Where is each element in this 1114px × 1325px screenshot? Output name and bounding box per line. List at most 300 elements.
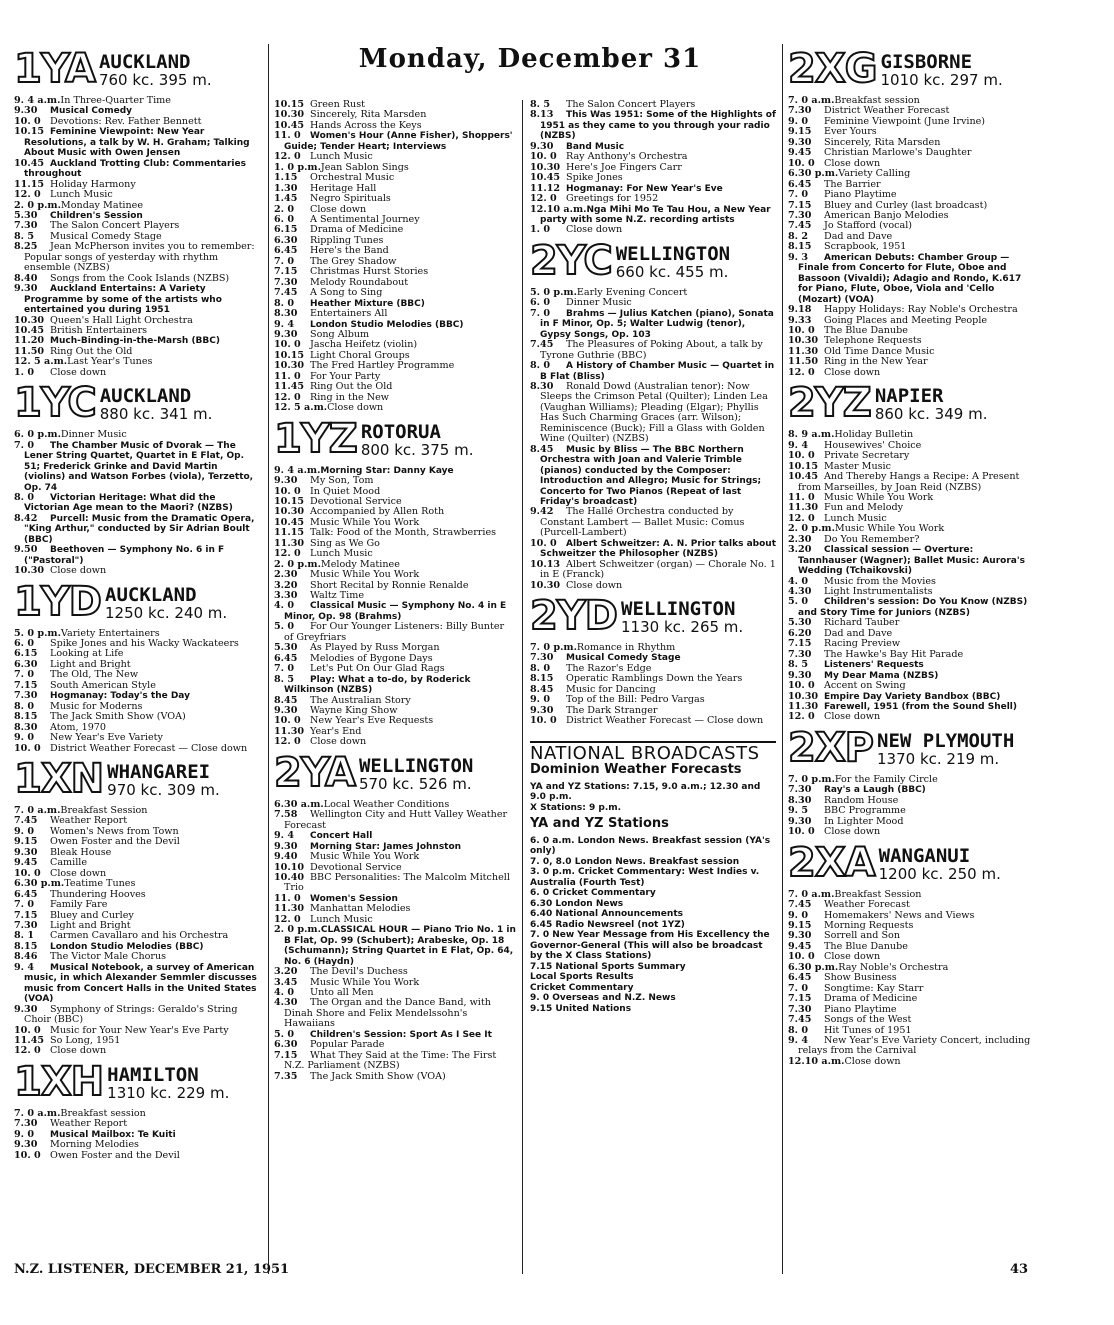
station-frequency: 1010 kc. 297 m. bbox=[880, 71, 1003, 89]
programme-time: 12. 5 a.m. bbox=[274, 402, 328, 414]
programme-item bbox=[14, 493, 260, 514]
programme-time: 7.45 bbox=[788, 1014, 812, 1026]
programme-title: The Jack Smith Show (VOA) bbox=[310, 1070, 446, 1082]
programme-title: Telephone Requests bbox=[824, 335, 922, 347]
station-callsign: 1YD bbox=[14, 578, 101, 625]
programme-title: Hogmanay: For New Year's Eve bbox=[566, 183, 723, 194]
programme-title: Listeners' Requests bbox=[824, 660, 924, 671]
programme-title: Scrapbook, 1951 bbox=[824, 241, 907, 253]
programme-item bbox=[274, 831, 516, 841]
programme-title: Nga Mihi Mo Te Tau Hou, a New Year party with some N.Z. recording artists bbox=[540, 204, 771, 225]
station-callsign: 1YC bbox=[14, 380, 96, 427]
programme-title: Wayne King Show bbox=[310, 705, 398, 717]
programme-time: 10.30 bbox=[788, 335, 819, 347]
station-callsign: 2XG bbox=[788, 46, 877, 92]
programme-title: The Razor's Edge bbox=[566, 662, 652, 674]
programme-title: Morning Star: Danny Kaye bbox=[320, 465, 454, 476]
programme-title: Atom, 1970 bbox=[50, 721, 107, 733]
programme-title: Variety Calling bbox=[838, 168, 911, 180]
programme-time: 9. 4 a.m. bbox=[274, 464, 321, 476]
programme-title: In Three-Quarter Time bbox=[60, 95, 171, 106]
national-line: 6.40 National Announcements bbox=[530, 909, 683, 920]
programme-title: Close down bbox=[824, 711, 881, 723]
programme-title: Light and Bright bbox=[50, 658, 131, 670]
programme-item bbox=[788, 472, 1034, 493]
station-info bbox=[107, 1063, 230, 1102]
programme-item bbox=[274, 403, 516, 413]
programme-title: Piano Playtime bbox=[824, 1003, 897, 1015]
programme-time: 7.30 bbox=[788, 105, 812, 117]
programme-time: 9.18 bbox=[788, 304, 812, 316]
programme-time: 9. 4 bbox=[788, 439, 809, 451]
station-frequency: 1200 kc. 250 m. bbox=[878, 864, 1001, 883]
column-rule bbox=[782, 44, 783, 1274]
programme-title: Hogmanay: Today's the Day bbox=[50, 691, 190, 702]
programme-time: 8.45 bbox=[274, 694, 298, 706]
programme-time: 1. 0 p.m. bbox=[274, 161, 321, 173]
programme-time: 6.30 bbox=[274, 1039, 298, 1051]
programme-title: Close down bbox=[844, 1055, 901, 1067]
programme-time: 6.20 bbox=[788, 627, 812, 639]
programme-title: District Weather Forecast — Close down bbox=[566, 715, 764, 727]
programme-title: Women's News from Town bbox=[50, 825, 179, 837]
programme-item bbox=[788, 597, 1034, 618]
programme-item bbox=[14, 952, 260, 962]
column-4 bbox=[788, 44, 1034, 1067]
programme-title: Do You Remember? bbox=[824, 533, 920, 545]
programme-time: 7.30 bbox=[788, 1003, 812, 1015]
programme-time: 8.40 bbox=[14, 272, 38, 284]
programme-time: 2.30 bbox=[274, 569, 298, 581]
programme-item bbox=[530, 205, 776, 226]
programme-time: 2.30 bbox=[788, 533, 812, 545]
programme-title: Entertainers All bbox=[310, 308, 388, 320]
programme-title: Going Places and Meeting People bbox=[824, 314, 988, 326]
column-1 bbox=[14, 44, 260, 1161]
programme-title: Symphony of Strings: Geraldo's String Choir (BBC) bbox=[24, 1003, 238, 1026]
programme-item bbox=[788, 1057, 1034, 1067]
programme-time: 7.30 bbox=[788, 784, 812, 796]
programme-time: 6.30 p.m. bbox=[788, 961, 839, 973]
programme-time: 9. 4 bbox=[14, 961, 35, 973]
national-line: 7.15 National Sports Summary bbox=[530, 961, 686, 972]
programme-title: Holiday Bulletin bbox=[834, 429, 914, 441]
programme-title: American Banjo Melodies bbox=[824, 209, 949, 221]
programme-title: The Grey Shadow bbox=[310, 255, 397, 267]
programme-title: Music While You Work bbox=[310, 516, 420, 528]
station-city: WELLINGTON bbox=[615, 242, 731, 265]
programme-title: Unto all Men bbox=[310, 986, 374, 998]
national-broadcasts-title: NATIONAL BROADCASTS bbox=[530, 741, 776, 759]
programme-title: Morning Melodies bbox=[50, 1139, 139, 1151]
programme-title: Close down bbox=[50, 366, 107, 378]
programme-title: Breakfast session bbox=[834, 95, 920, 106]
programme-title: Owen Foster and the Devil bbox=[50, 836, 180, 848]
programme-title: The Barrier bbox=[824, 178, 881, 190]
programme-title: Songs of the West bbox=[824, 1014, 912, 1026]
programme-title: Piano Playtime bbox=[824, 189, 897, 201]
programme-item bbox=[274, 873, 516, 894]
programme-title: Close down bbox=[566, 224, 623, 236]
programme-time: 8. 5 bbox=[274, 673, 295, 685]
programme-time: 6.30 bbox=[14, 658, 38, 670]
programme-title: Wellington City and Hutt Valley Weather Forecast bbox=[284, 809, 508, 831]
programme-time: 8. 5 bbox=[14, 230, 35, 242]
programme-title: Weather Report bbox=[50, 1118, 128, 1130]
station-callsign: 2XA bbox=[788, 839, 875, 886]
station-callsign: 2YA bbox=[274, 749, 355, 796]
programme-time: 9. 0 bbox=[530, 694, 551, 706]
national-line: 6.30 London News bbox=[530, 898, 624, 909]
column-rule bbox=[268, 44, 269, 1274]
programme-time: 11.20 bbox=[14, 335, 45, 347]
programme-time: 7. 0 bbox=[788, 189, 809, 201]
station-callsign: 2XP bbox=[788, 724, 873, 771]
programme-title: Melodies of Bygone Days bbox=[310, 652, 433, 664]
programme-title: Jean McPherson invites you to remember: Popular songs of yesterday with rhythm ensemble (NZBS) bbox=[24, 241, 255, 274]
programme-time: 11.30 bbox=[274, 903, 305, 915]
programme-time: 10. 0 bbox=[14, 1149, 41, 1161]
programme-title: The Salon Concert Players bbox=[50, 220, 180, 232]
programme-item bbox=[530, 225, 776, 235]
station-info bbox=[621, 600, 743, 635]
programme-time: 10. 0 bbox=[14, 1024, 41, 1036]
programme-time: 10. 0 bbox=[788, 951, 815, 963]
programme-time: 9.30 bbox=[14, 1003, 38, 1015]
programme-time: 10.30 bbox=[14, 314, 45, 326]
programme-time: 7.15 bbox=[274, 1049, 298, 1061]
programme-item bbox=[530, 298, 776, 308]
programme-time: 6.45 bbox=[788, 178, 812, 190]
programme-time: 11.45 bbox=[14, 1034, 45, 1046]
programme-time: 4. 0 bbox=[274, 600, 295, 612]
programme-time: 10. 0 bbox=[274, 715, 301, 727]
programme-time: 9.30 bbox=[14, 1139, 38, 1151]
programme-title: Morning Requests bbox=[824, 920, 914, 931]
programme-time: 12. 0 bbox=[274, 913, 301, 925]
programme-time: 9.45 bbox=[788, 147, 812, 159]
programme-time: 11.30 bbox=[274, 725, 305, 737]
programme-title: Close down bbox=[824, 826, 881, 838]
programme-title: Accompanied by Allen Roth bbox=[310, 506, 445, 518]
programme-title: Hit Tunes of 1951 bbox=[824, 1024, 912, 1036]
programme-title: Fun and Melody bbox=[824, 502, 904, 514]
programme-item bbox=[274, 121, 516, 131]
programme-time: 8. 0 bbox=[530, 662, 551, 674]
programme-time: 7.30 bbox=[788, 648, 812, 660]
programme-title: Purcell: Music from the Dramatic Opera, "King Arthur," conducted by Sir Adrian Boult (BBC) bbox=[24, 513, 255, 545]
programme-time: 9.30 bbox=[14, 846, 38, 858]
programme-title: Ray Anthony's Orchestra bbox=[566, 151, 688, 163]
programme-item bbox=[788, 545, 1034, 576]
programme-item bbox=[530, 643, 776, 653]
programme-title: Light and Bright bbox=[50, 920, 131, 931]
programme-title: Melody Roundabout bbox=[310, 276, 409, 288]
programme-title: Lunch Music bbox=[310, 913, 373, 925]
programme-title: Close down bbox=[824, 157, 881, 169]
programme-time: 9. 4 bbox=[788, 1034, 809, 1046]
programme-time: 7.45 bbox=[14, 815, 38, 827]
programme-time: 9.30 bbox=[274, 328, 298, 340]
programme-time: 8.45 bbox=[530, 443, 554, 455]
programme-title: Early Evening Concert bbox=[576, 286, 688, 298]
programme-title: So Long, 1951 bbox=[50, 1034, 121, 1046]
programme-title: Close down bbox=[824, 951, 881, 963]
footer-page-number: 43 bbox=[1010, 1262, 1029, 1277]
programme-title: The Salon Concert Players bbox=[566, 99, 696, 110]
programme-item bbox=[788, 660, 1034, 670]
programme-item bbox=[788, 535, 1034, 545]
station-callsign: 2YD bbox=[530, 593, 617, 640]
programme-title: Ray's a Laugh (BBC) bbox=[824, 785, 926, 796]
programme-time: 7.15 bbox=[14, 679, 38, 691]
programme-item bbox=[14, 201, 260, 211]
programme-time: 7.45 bbox=[274, 287, 298, 299]
programme-title: Close down bbox=[824, 366, 881, 378]
footer-issue: N.Z. LISTENER, DECEMBER 21, 1951 bbox=[14, 1262, 290, 1277]
programme-time: 9.30 bbox=[530, 704, 554, 716]
programme-title: The Dark Stranger bbox=[566, 704, 658, 716]
column-2 bbox=[274, 100, 516, 1082]
programme-title: Lunch Music bbox=[310, 151, 373, 163]
programme-time: 10.45 bbox=[14, 157, 45, 169]
programme-time: 8. 5 bbox=[530, 99, 551, 110]
programme-time: 9. 3 bbox=[788, 251, 809, 263]
station-header bbox=[14, 1058, 260, 1105]
programme-item bbox=[530, 194, 776, 204]
programme-time: 7. 0 bbox=[274, 255, 295, 267]
programme-time: 10. 0 bbox=[530, 715, 557, 727]
programme-title: BBC Programme bbox=[824, 805, 906, 817]
programme-time: 9.30 bbox=[788, 669, 812, 681]
programme-time: 8.30 bbox=[14, 721, 38, 733]
programme-item bbox=[274, 664, 516, 674]
programme-title: BBC Personalities: The Malcolm Mitchell Trio bbox=[284, 872, 510, 894]
station-info bbox=[99, 53, 212, 88]
programme-title: Owen Foster and the Devil bbox=[50, 1149, 180, 1161]
programme-title: Teatime Tunes bbox=[64, 878, 136, 890]
programme-time: 9.30 bbox=[788, 136, 812, 148]
programme-title: New Year's Eve Variety Concert, including relays from the Carnival bbox=[798, 1034, 1031, 1057]
programme-title: Let's Put On Our Glad Rags bbox=[310, 663, 445, 675]
programme-time: 8.46 bbox=[14, 951, 38, 963]
programme-item bbox=[274, 925, 516, 967]
programme-time: 7. 0 bbox=[14, 439, 35, 451]
programme-item bbox=[14, 545, 260, 566]
programme-time: 2. 0 p.m. bbox=[14, 199, 61, 211]
programme-title: Play: What a to-do, by Roderick Wilkinson (NZBS) bbox=[284, 674, 471, 696]
station-frequency: 1310 kc. 229 m. bbox=[107, 1083, 230, 1102]
programme-title: Top of the Bill: Pedro Vargas bbox=[566, 694, 705, 706]
programme-time: 6.45 bbox=[14, 888, 38, 900]
weather-forecasts-heading: Dominion Weather Forecasts bbox=[530, 762, 742, 778]
programme-title: The Blue Danube bbox=[824, 940, 908, 952]
programme-time: 7.30 bbox=[788, 209, 812, 221]
station-callsign: 1YZ bbox=[274, 415, 357, 462]
programme-time: 9.15 bbox=[14, 836, 38, 848]
programme-time: 7.30 bbox=[274, 276, 298, 288]
programme-time: 10.45 bbox=[274, 119, 305, 131]
programme-time: 9. 0 bbox=[14, 1128, 35, 1140]
programme-item bbox=[14, 1151, 260, 1161]
programme-time: 12.10 a.m. bbox=[788, 1055, 845, 1067]
programme-title: Devotional Service bbox=[310, 861, 402, 873]
programme-time: 9.45 bbox=[14, 857, 38, 869]
programme-title: The Chamber Music of Dvorak — The Lener String Quartet, Quartet in E Flat, Op. 51; Frederick Grinke and David Martin (violins) and Watson Forbes (viola), Terzetto, Op. 74 bbox=[24, 440, 254, 493]
programme-time: 5. 0 bbox=[274, 1028, 295, 1040]
programme-title: Green Rust bbox=[310, 99, 366, 110]
station-city: WELLINGTON bbox=[621, 598, 736, 621]
programme-item bbox=[788, 587, 1034, 597]
programme-time: 11.45 bbox=[274, 381, 305, 393]
programme-time: 11.30 bbox=[788, 345, 819, 357]
programme-title: Jascha Heifetz (violin) bbox=[310, 339, 418, 351]
programme-item bbox=[274, 810, 516, 831]
programme-item bbox=[274, 998, 516, 1029]
programme-item bbox=[530, 173, 776, 183]
programme-item bbox=[530, 581, 776, 591]
programme-title: Auckland Entertains: A Variety Programme by some of the artists who entertained you during 1951 bbox=[24, 284, 222, 316]
programme-item bbox=[788, 1036, 1034, 1057]
programme-time: 3.20 bbox=[274, 966, 298, 978]
programme-title: Dinner Music bbox=[60, 429, 127, 441]
programme-time: 7.30 bbox=[14, 1118, 38, 1130]
station-city: HAMILTON bbox=[107, 1063, 199, 1086]
programme-time: 12. 5 a.m. bbox=[14, 356, 68, 368]
programme-title: Carmen Cavallaro and his Orchestra bbox=[50, 930, 229, 942]
station-callsign: 1XH bbox=[14, 1058, 104, 1105]
programme-time: 1.45 bbox=[274, 193, 298, 205]
programme-time: 9. 0 bbox=[14, 732, 35, 744]
programme-time: 8.13 bbox=[530, 109, 554, 121]
programme-item bbox=[14, 284, 260, 315]
national-line: 6.45 Radio Newsreel (not 1YZ) bbox=[530, 919, 685, 930]
programme-title: Orchestral Music bbox=[310, 172, 395, 184]
programme-title: Musical Comedy bbox=[50, 106, 133, 117]
programme-item bbox=[14, 430, 260, 440]
programme-title: London Studio Melodies (BBC) bbox=[310, 319, 464, 330]
programme-item bbox=[530, 560, 776, 581]
programme-item bbox=[788, 650, 1034, 660]
programme-time: 8.15 bbox=[14, 711, 38, 723]
programme-title: Children's session: Do You Know (NZBS) and Story Time for Juniors (NZBS) bbox=[798, 597, 1028, 618]
programme-title: Classical session — Overture: Tannhauser (Wagner); Ballet Music: Aurora's Wedding (Tchaikovski) bbox=[798, 545, 1025, 577]
station-header bbox=[530, 593, 776, 640]
programme-time: 6.45 bbox=[274, 652, 298, 664]
programme-time: 10.45 bbox=[530, 172, 561, 184]
programme-title: Children's Session bbox=[50, 210, 143, 221]
programme-time: 3.20 bbox=[274, 579, 298, 591]
programme-title: Songtime: Kay Starr bbox=[824, 982, 924, 994]
programme-time: 5.30 bbox=[274, 642, 298, 654]
programme-time: 9. 0 bbox=[788, 909, 809, 921]
programme-time: 11. 0 bbox=[274, 892, 301, 904]
programme-title: Song Album bbox=[310, 328, 370, 340]
programme-time: 9. 4 bbox=[274, 318, 295, 330]
programme-title: Light Choral Groups bbox=[310, 349, 410, 361]
station-info bbox=[360, 420, 474, 459]
programme-time: 7.15 bbox=[788, 199, 812, 211]
programme-item bbox=[788, 775, 1034, 785]
programme-title: Auckland Trotting Club: Commentaries throughout bbox=[24, 158, 246, 180]
programme-title: Year's End bbox=[310, 725, 362, 737]
programme-title: The Hawke's Bay Hit Parade bbox=[824, 648, 964, 660]
programme-item bbox=[274, 1072, 516, 1082]
programme-time: 10. 0 bbox=[274, 339, 301, 351]
station-callsign: 1XN bbox=[14, 756, 104, 803]
programme-time: 8. 1 bbox=[14, 930, 35, 942]
programme-title: Queen's Hall Light Orchestra bbox=[50, 314, 193, 326]
programme-item bbox=[14, 326, 260, 336]
national-line: 6. 0 a.m. London News. Breakfast session (YA's only) bbox=[530, 835, 771, 857]
programme-time: 8. 0 bbox=[788, 1024, 809, 1036]
programme-title: Homemakers' News and Views bbox=[824, 909, 975, 921]
programme-time: 10.45 bbox=[274, 516, 305, 528]
programme-item bbox=[788, 712, 1034, 722]
programme-title: Musical Mailbox: Te Kuiti bbox=[50, 1129, 176, 1140]
programme-time: 12. 0 bbox=[788, 512, 815, 524]
programme-title: Negro Spirituals bbox=[310, 193, 391, 205]
programme-time: 10. 0 bbox=[788, 324, 815, 336]
programme-title: Classical Music — Symphony No. 4 in E Minor, Op. 98 (Brahms) bbox=[284, 601, 507, 622]
programme-title: Ring Out the Old bbox=[310, 381, 393, 393]
programme-time: 6.30 p.m. bbox=[788, 168, 839, 180]
programme-time: 7.30 bbox=[14, 920, 38, 931]
station-frequency: 970 kc. 309 m. bbox=[107, 781, 220, 800]
programme-title: Close down bbox=[50, 565, 107, 577]
programme-title: Waltz Time bbox=[310, 590, 365, 602]
national-line: 9. 0 Overseas and N.Z. News bbox=[530, 993, 676, 1004]
programme-time: 7. 0 bbox=[14, 669, 35, 681]
programme-item bbox=[530, 361, 776, 382]
station-frequency: 570 kc. 526 m. bbox=[358, 774, 472, 793]
programme-time: 7. 0 a.m. bbox=[14, 805, 61, 817]
programme-time: 12.10 a.m. bbox=[530, 203, 587, 215]
programme-time: 11.50 bbox=[14, 345, 45, 357]
programme-title: The Victor Male Chorus bbox=[50, 951, 167, 963]
programme-title: The Blue Danube bbox=[824, 324, 908, 336]
station-city: ROTORUA bbox=[360, 420, 441, 443]
programme-time: 8.15 bbox=[788, 241, 812, 253]
programme-title: A Song to Sing bbox=[310, 287, 383, 299]
programme-title: Here's the Band bbox=[310, 245, 389, 257]
programme-title: Sorrell and Son bbox=[824, 930, 901, 942]
programme-title: Here's Joe Fingers Carr bbox=[566, 161, 682, 173]
programme-title: Victorian Heritage: What did the Victorian Age mean to the Maori? (NZBS) bbox=[24, 492, 233, 514]
programme-title: Women's Session bbox=[310, 893, 398, 904]
programme-time: 12. 0 bbox=[788, 711, 815, 723]
programme-title: Close down bbox=[566, 579, 623, 591]
programme-title: Music While You Work bbox=[310, 851, 420, 863]
station-info bbox=[878, 844, 1001, 883]
programme-time: 6.15 bbox=[274, 224, 298, 236]
programme-time: 6.45 bbox=[788, 972, 812, 984]
programme-title: American Debuts: Chamber Group — Finale from Concerto for Flute, Oboe and Bassoon (Vivaldi); Adagio and Rondo, K.617 for Piano, Flute, Oboe, Viola and 'Cello (Mozart) (VOA) bbox=[798, 252, 1022, 305]
programme-title: New Year's Eve Requests bbox=[310, 715, 434, 727]
programme-title: Weather Report bbox=[50, 815, 128, 827]
programme-title: Music While You Work bbox=[310, 569, 420, 581]
station-frequency: 860 kc. 349 m. bbox=[874, 405, 988, 424]
programme-item bbox=[788, 253, 1034, 305]
programme-title: My Dear Mama (NZBS) bbox=[824, 670, 939, 681]
programme-title: A History of Chamber Music — Quartet in B Flat (Bliss) bbox=[540, 361, 775, 382]
programme-title: Holiday Harmony bbox=[50, 178, 136, 190]
station-frequency: 880 kc. 341 m. bbox=[99, 405, 213, 424]
programme-title: Music by Bliss — The BBC Northern Orchestra with Joan and Valerie Trimble (pianos) conducted by the Composer: Introduction and Allegro; Music for Strings; Concerto for Two Pianos (Repeat of last Friday's broadcast) bbox=[540, 444, 762, 507]
programme-title: Music While You Work bbox=[824, 491, 934, 503]
programme-time: 7.15 bbox=[788, 638, 812, 650]
programme-time: 10. 0 bbox=[530, 151, 557, 163]
